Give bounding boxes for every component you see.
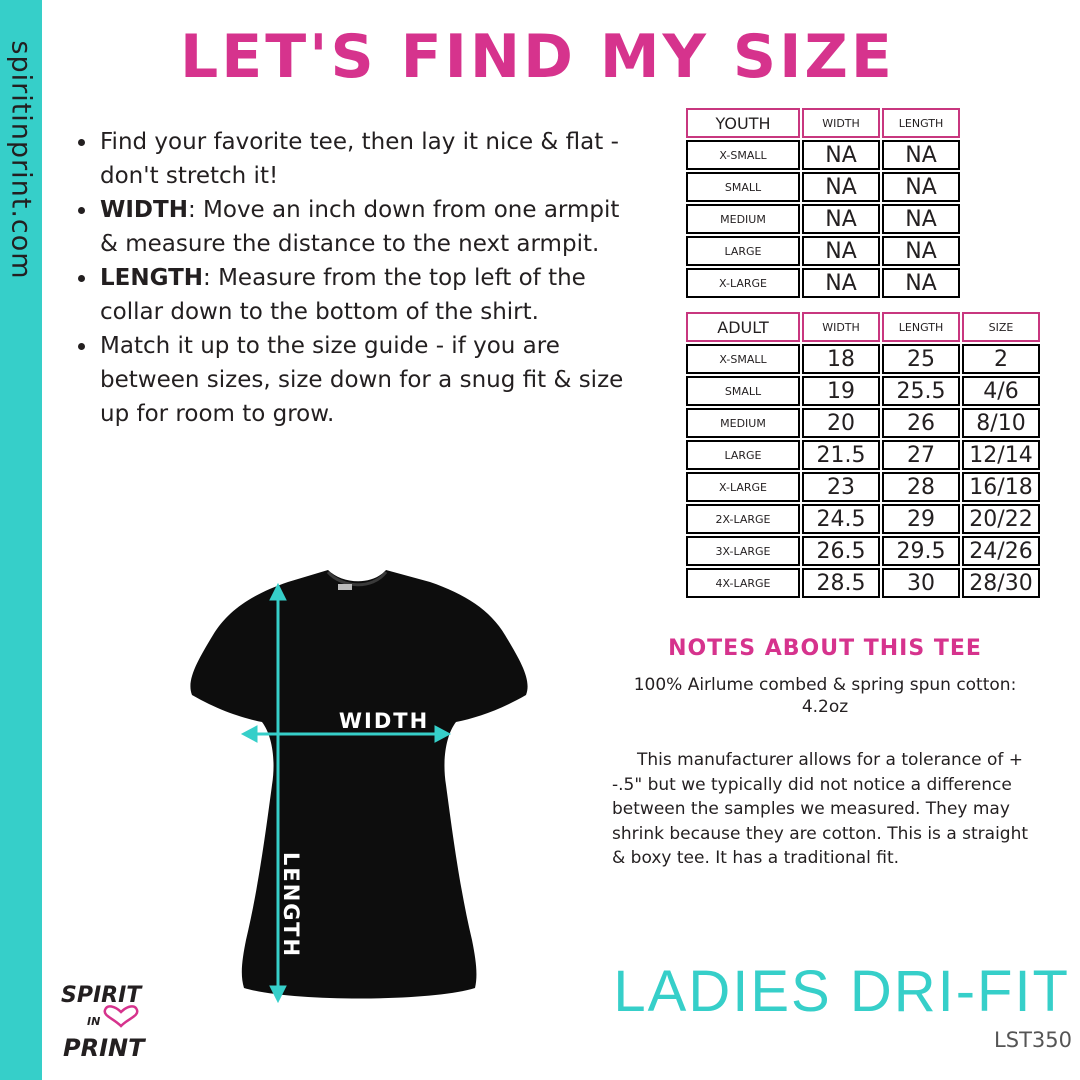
length-value: 29.5 [882,536,960,566]
length-value: 25 [882,344,960,374]
table-row [686,376,1040,406]
table-row [686,472,1040,502]
width-value: NA [802,172,880,202]
shirt-tag [338,584,352,590]
width-value: 28.5 [802,568,880,598]
size-label: X-SMALL [686,140,800,170]
size-label: MEDIUM [686,204,800,234]
size-label: 2X-LARGE [686,504,800,534]
width-value: 24.5 [802,504,880,534]
length-value: 28 [882,472,960,502]
width-value: 23 [802,472,880,502]
width-value: 19 [802,376,880,406]
size-label: X-LARGE [686,268,800,298]
youth-size-table [684,106,962,300]
length-value: NA [882,236,960,266]
sidebar [0,0,42,1080]
table-row [686,536,1040,566]
instruction-keyword: LENGTH [100,265,204,291]
spirit-in-print-logo [55,978,165,1068]
width-value: NA [802,236,880,266]
notes-fabric: 100% Airlume combed & spring spun cotton: 4.2oz [633,675,1017,717]
instruction-item [100,125,630,193]
header-cell: WIDTH [802,108,880,138]
instruction-item [100,261,630,329]
width-value: NA [802,268,880,298]
size-value: 2 [962,344,1040,374]
size-label: X-SMALL [686,344,800,374]
instruction-text: : Move an inch down from one armpit & measure the distance to the next armpit. [100,197,620,257]
logo-line-3: PRINT [63,1034,145,1062]
width-value: 18 [802,344,880,374]
table-row [686,204,960,234]
length-value: 27 [882,440,960,470]
table-row [686,504,1040,534]
table-row [686,140,960,170]
size-value: 16/18 [962,472,1040,502]
heart-icon [105,1006,138,1026]
length-value: NA [882,140,960,170]
width-label: WIDTH [338,709,430,733]
length-value: 25.5 [882,376,960,406]
table-row [686,408,1040,438]
header-cell: LENGTH [882,108,960,138]
table-row [686,344,1040,374]
size-value: 12/14 [962,440,1040,470]
header-cell: LENGTH [882,312,960,342]
width-value: 26.5 [802,536,880,566]
table-row [686,440,1040,470]
width-value: NA [802,140,880,170]
header-cell: SIZE [962,312,1040,342]
instruction-keyword: WIDTH [100,197,188,223]
width-value: 21.5 [802,440,880,470]
table-header-row [686,312,1040,342]
length-value: NA [882,172,960,202]
size-value: 20/22 [962,504,1040,534]
shirt-body [190,570,527,999]
t-shirt-icon [160,560,560,1020]
size-value: 24/26 [962,536,1040,566]
length-value: 30 [882,568,960,598]
instruction-text: Find your favorite tee, then lay it nice & flat - don't stretch it! [100,129,619,189]
header-cell: YOUTH [686,108,800,138]
website-label: spiritinprint.com [5,40,37,280]
size-value: 8/10 [962,408,1040,438]
length-value: NA [882,204,960,234]
notes-title: NOTES ABOUT THIS TEE [668,636,982,661]
table-row [686,172,960,202]
page-title: LET'S FIND MY SIZE [180,22,895,92]
header-cell: ADULT [686,312,800,342]
size-label: SMALL [686,172,800,202]
size-label: LARGE [686,440,800,470]
length-value: NA [882,268,960,298]
length-label: LENGTH [279,852,303,959]
product-name: LADIES DRI-FIT [613,959,1070,1024]
logo-line-2: IN [87,1015,101,1028]
instruction-item [100,193,630,261]
width-value: NA [802,204,880,234]
table-row [686,236,960,266]
adult-size-table [684,310,1042,600]
size-value: 28/30 [962,568,1040,598]
size-label: SMALL [686,376,800,406]
logo-line-1: SPIRIT [61,983,142,1008]
product-code: LST350 [994,1028,1072,1052]
instruction-text: Match it up to the size guide - if you are between sizes, size down for a snug fit & size up for room to grow. [100,333,624,427]
table-row [686,268,960,298]
width-value: 20 [802,408,880,438]
length-value: 29 [882,504,960,534]
header-cell: WIDTH [802,312,880,342]
instruction-text: : Measure from the top left of the collar down to the bottom of the shirt. [100,265,586,325]
notes-body: This manufacturer allows for a tolerance of + -.5" but we typically did not notice a difference between the samples we measured. They may shrink because they are cotton. This is a straight & boxy tee. It has a traditional fit. [612,750,1029,868]
size-value: 4/6 [962,376,1040,406]
size-label: 3X-LARGE [686,536,800,566]
size-label: 4X-LARGE [686,568,800,598]
instructions-list [70,125,630,431]
size-label: LARGE [686,236,800,266]
table-header-row [686,108,960,138]
table-row [686,568,1040,598]
instruction-item [100,329,630,431]
size-label: X-LARGE [686,472,800,502]
size-label: MEDIUM [686,408,800,438]
length-value: 26 [882,408,960,438]
